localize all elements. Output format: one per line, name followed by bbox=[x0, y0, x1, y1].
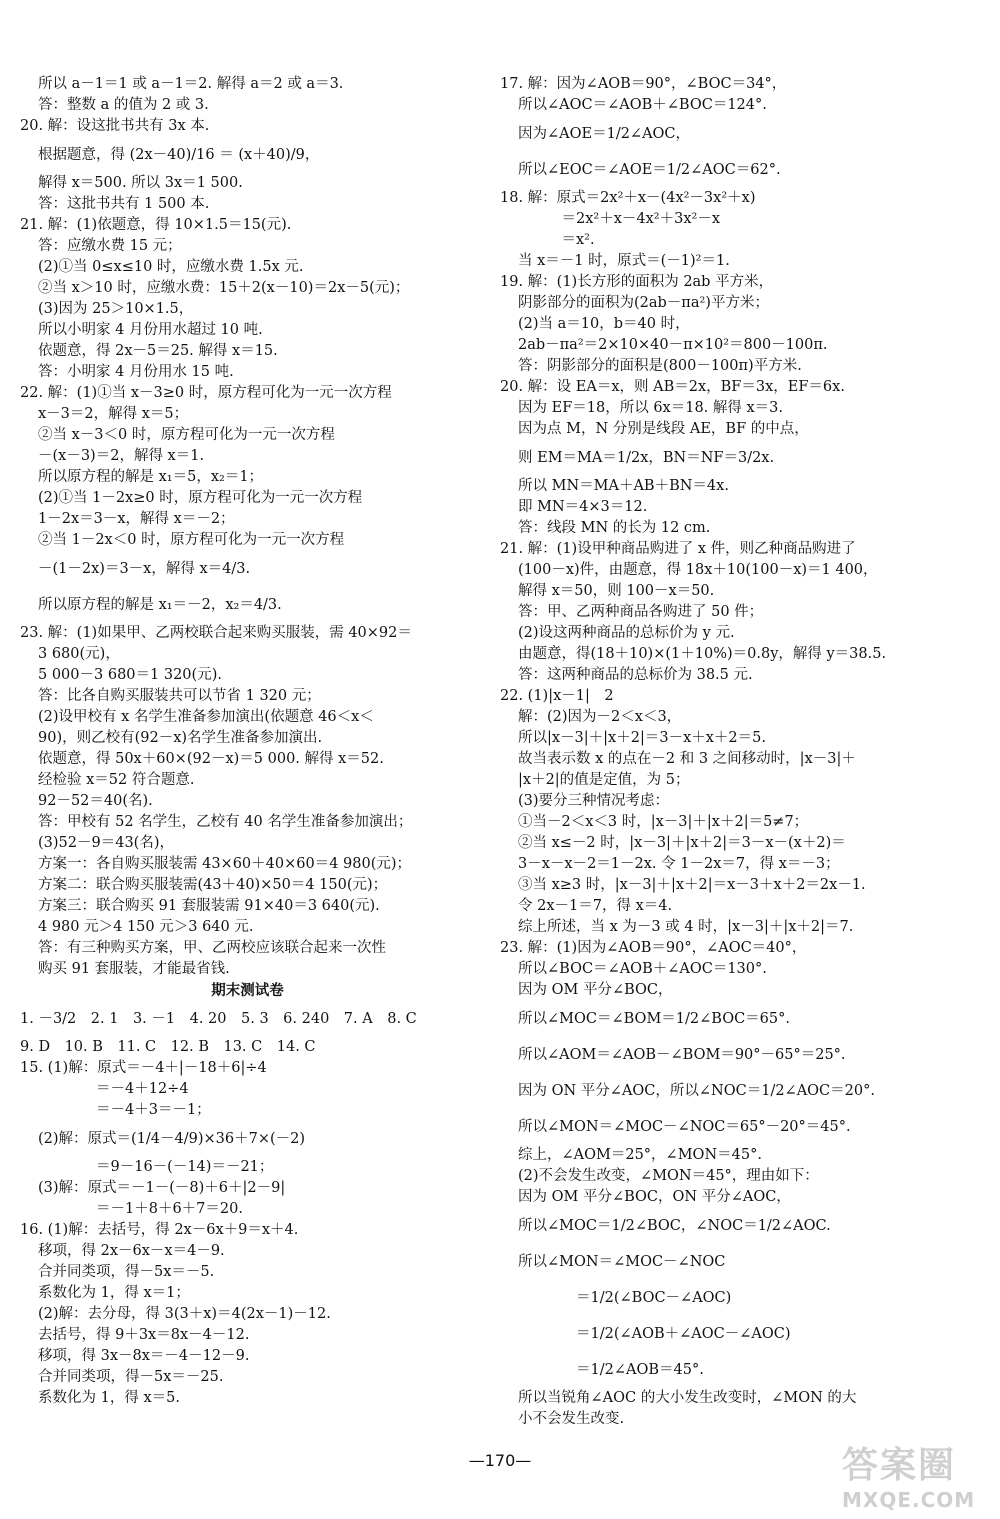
text-line: x－3＝2，解得 x＝5； bbox=[38, 406, 189, 422]
text-line: ＝－4＋3＝－1； bbox=[38, 1102, 211, 1118]
text-line: 综上，∠AOM＝25°，∠MON＝45°. bbox=[518, 1147, 762, 1163]
text-line: (2)解：去分母，得 3(3＋x)＝4(2x－1)－12. bbox=[38, 1306, 331, 1322]
text-line: 21. 解：(1)设甲种商品购进了 x 件，则乙种商品购进了 bbox=[500, 541, 856, 557]
text-line: ②当 x≤－2 时，|x－3|＋|x＋2|＝3－x－(x＋2)＝ bbox=[518, 835, 846, 851]
text-line: (100－x)件，由题意，得 18x＋10(100－x)＝1 400， bbox=[518, 562, 878, 578]
text-line: 16. (1)解：去括号，得 2x－6x＋9＝x＋4. bbox=[20, 1222, 299, 1238]
text-line: 18. 解：原式＝2x²＋x－(4x²－3x²＋x) bbox=[500, 190, 756, 206]
text-line: 综上所述，当 x 为－3 或 4 时，|x－3|＋|x＋2|＝7. bbox=[518, 919, 854, 935]
text-line: ②当 x－3＜0 时，原方程可化为一元一次方程 bbox=[38, 427, 335, 443]
text-line: 依题意，得 50x＋60×(92－x)＝5 000. 解得 x＝52. bbox=[38, 751, 384, 767]
text-line: 移项，得 3x－8x＝－4－12－9. bbox=[38, 1348, 250, 1364]
text-line: 22. (1)|x－1| 2 bbox=[500, 688, 614, 704]
text-line: ＝1/2∠AOB＝45°. bbox=[518, 1362, 704, 1378]
text-line: 因为∠AOE＝1/2∠AOC， bbox=[518, 126, 691, 142]
text-line: 答：这两种商品的总标价为 38.5 元. bbox=[518, 667, 753, 683]
text-line: 因为 OM 平分∠BOC，ON 平分∠AOC， bbox=[518, 1189, 791, 1205]
text-line: 所以原方程的解是 x₁＝－2，x₂＝4/3. bbox=[38, 597, 282, 613]
text-line: 所以∠AOC＝∠AOB＋∠BOC＝124°. bbox=[518, 97, 767, 113]
text-line: 故当表示数 x 的点在－2 和 3 之间移动时，|x－3|＋ bbox=[518, 751, 856, 767]
text-line: 即 MN＝4×3＝12. bbox=[518, 499, 648, 515]
text-line: ＝x². bbox=[518, 232, 595, 248]
text-line: 令 2x－1＝7，得 x＝4. bbox=[518, 898, 673, 914]
text-line: 4 980 元＞4 150 元＞3 640 元. bbox=[38, 919, 254, 935]
text-line: 答：小明家 4 月份用水 15 吨. bbox=[38, 364, 234, 380]
text-line: 因为 OM 平分∠BOC， bbox=[518, 982, 673, 998]
text-line: 20. 解：设 EA＝x，则 AB＝2x，BF＝3x，EF＝6x. bbox=[500, 379, 845, 395]
text-line: 由题意，得(18＋10)×(1＋10%)＝0.8y，解得 y＝38.5. bbox=[518, 646, 887, 662]
text-line: ②当 1－2x＜0 时，原方程可化为一元一次方程 bbox=[38, 532, 345, 548]
text-line: 根据题意，得 (2x－40)/16 ＝ (x＋40)/9， bbox=[38, 147, 320, 163]
text-line: 则 EM＝MA＝1/2x，BN＝NF＝3/2x. bbox=[518, 450, 775, 466]
text-line: ③当 x≥3 时，|x－3|＋|x＋2|＝x－3＋x＋2＝2x－1. bbox=[518, 877, 866, 893]
watermark-logo bbox=[842, 1437, 982, 1512]
text-line: 90)，则乙校有(92－x)名学生准备参加演出. bbox=[38, 730, 323, 746]
text-line: 所以∠MON＝∠MOC－∠NOC bbox=[518, 1254, 726, 1270]
watermark-bottom-text: MXQE.COM bbox=[842, 1488, 976, 1512]
text-line: 方案二：联合购买服装需(43＋40)×50＝4 150(元)； bbox=[38, 877, 388, 893]
text-line: |x＋2|的值是定值，为 5； bbox=[518, 772, 690, 788]
right-column bbox=[500, 74, 965, 1430]
text-line: ＝2x²＋x－4x²＋3x²－x bbox=[518, 211, 721, 227]
text-line: 当 x＝－1 时，原式＝(－1)²＝1. bbox=[518, 253, 730, 269]
text-line: 92－52＝40(名). bbox=[38, 793, 153, 809]
text-line: 答：整数 a 的值为 2 或 3. bbox=[38, 97, 209, 113]
text-line: 所以∠EOC＝∠AOE＝1/2∠AOC＝62°. bbox=[518, 162, 781, 178]
text-line: (3)52－9＝43(名)， bbox=[38, 835, 174, 851]
text-line: 所以 MN＝MA＋AB＋BN＝4x. bbox=[518, 478, 729, 494]
text-line: 阴影部分的面积为(2ab－πa²)平方米； bbox=[518, 295, 769, 311]
text-line: ＝9－16－(－14)＝－21； bbox=[38, 1159, 274, 1175]
text-line: 经检验 x＝52 符合题意. bbox=[38, 772, 195, 788]
text-line: 小不会发生改变. bbox=[518, 1411, 625, 1427]
text-line: 所以 a－1＝1 或 a－1＝2. 解得 a＝2 或 a＝3. bbox=[38, 76, 344, 92]
text-line: ＝1/2(∠AOB＋∠AOC－∠AOC) bbox=[518, 1326, 791, 1342]
text-line: 所以当锐角∠AOC 的大小发生改变时，∠MON 的大 bbox=[518, 1390, 857, 1406]
text-line: 移项，得 2x－6x－x＝4－9. bbox=[38, 1243, 225, 1259]
text-line: 19. 解：(1)长方形的面积为 2ab 平方米， bbox=[500, 274, 774, 290]
text-line: (2)设这两种商品的总标价为 y 元. bbox=[518, 625, 735, 641]
text-line: 17. 解：因为∠AOB＝90°，∠BOC＝34°， bbox=[500, 76, 787, 92]
text-line: 答：甲校有 52 名学生，乙校有 40 名学生准备参加演出； bbox=[38, 814, 413, 830]
text-line: (2)当 a＝10，b＝40 时， bbox=[518, 316, 690, 332]
text-line: (2)设甲校有 x 名学生准备参加演出(依题意 46＜x＜ bbox=[38, 709, 374, 725]
text-line: 因为点 M，N 分别是线段 AE，BF 的中点， bbox=[518, 421, 809, 437]
text-line: 1. －3/2 2. 1 3. －1 4. 20 5. 3 6. 240 7. A 8. C bbox=[20, 1011, 417, 1027]
text-line: 答：比各自购买服装共可以节省 1 320 元； bbox=[38, 688, 321, 704]
page-number: —170— bbox=[468, 1451, 532, 1470]
text-line: 答：有三种购买方案，甲、乙两校应该联合起来一次性 bbox=[38, 940, 386, 956]
text-line: 所以原方程的解是 x₁＝5，x₂＝1； bbox=[38, 469, 264, 485]
text-line: 9. D 10. B 11. C 12. B 13. C 14. C bbox=[20, 1039, 316, 1055]
text-line: ①当－2＜x＜3 时，|x－3|＋|x＋2|＝5≠7； bbox=[518, 814, 809, 830]
text-line: 解得 x＝500. 所以 3x＝1 500. bbox=[38, 175, 243, 191]
text-line: 答：这批书共有 1 500 本. bbox=[38, 196, 210, 212]
text-line: 答：线段 MN 的长为 12 cm. bbox=[518, 520, 711, 536]
text-line: 系数化为 1，得 x＝1； bbox=[38, 1285, 190, 1301]
text-line: －(x－3)＝2，解得 x＝1. bbox=[38, 448, 205, 464]
text-line: ②当 x＞10 时，应缴水费：15＋2(x－10)＝2x－5(元)； bbox=[38, 280, 410, 296]
text-line: 方案三：联合购买 91 套服装需 91×40＝3 640(元). bbox=[38, 898, 380, 914]
text-line: 合并同类项，得－5x＝－25. bbox=[38, 1369, 224, 1385]
text-line: 因为 EF＝18，所以 6x＝18. 解得 x＝3. bbox=[518, 400, 784, 416]
text-line: 解：(2)因为－2＜x＜3， bbox=[518, 709, 682, 725]
text-line: 3－x－x－2＝1－2x. 令 1－2x＝7，得 x＝－3； bbox=[518, 856, 840, 872]
text-line: 所以∠MOC＝1/2∠BOC，∠NOC＝1/2∠AOC. bbox=[518, 1218, 831, 1234]
text-line: 5 000－3 680＝1 320(元). bbox=[38, 667, 222, 683]
watermark-top-text: 答案圈 bbox=[842, 1445, 957, 1486]
text-line: 所以|x－3|＋|x＋2|＝3－x＋x＋2＝5. bbox=[518, 730, 766, 746]
text-line: 23. 解：(1)如果甲、乙两校联合起来购买服装，需 40×92＝ bbox=[20, 625, 412, 641]
text-line: 所以∠AOM＝∠AOB－∠BOM＝90°－65°＝25°. bbox=[518, 1047, 846, 1063]
text-line: 系数化为 1，得 x＝5. bbox=[38, 1390, 180, 1406]
text-line: ＝－1＋8＋6＋7＝20. bbox=[38, 1201, 243, 1217]
text-line: 22. 解：(1)①当 x－3≥0 时，原方程可化为一元一次方程 bbox=[20, 385, 392, 401]
text-line: (2)解：原式＝(1/4－4/9)×36＋7×(－2) bbox=[38, 1131, 306, 1147]
text-line: 因为 ON 平分∠AOC，所以∠NOC＝1/2∠AOC＝20°. bbox=[518, 1083, 875, 1099]
section-heading: 期末测试卷 bbox=[211, 982, 284, 999]
text-line: 15. (1)解：原式＝－4＋|－18＋6|÷4 bbox=[20, 1060, 267, 1076]
text-line: 答：甲、乙两种商品各购进了 50 件； bbox=[518, 604, 764, 620]
text-line: 方案一：各自购买服装需 43×60＋40×60＝4 980(元)； bbox=[38, 856, 412, 872]
text-line: 23. 解：(1)因为∠AOB＝90°，∠AOC＝40°， bbox=[500, 940, 807, 956]
text-line: 3 680(元)， bbox=[38, 646, 120, 662]
text-line: (3)要分三种情况考虑： bbox=[518, 793, 670, 809]
text-line: (2)不会发生改变，∠MON＝45°，理由如下： bbox=[518, 1168, 819, 1184]
text-line: (2)①当 0≤x≤10 时，应缴水费 1.5x 元. bbox=[38, 259, 304, 275]
text-line: 1－2x＝3－x，解得 x＝－2； bbox=[38, 511, 235, 527]
text-line: 依题意，得 2x－5＝25. 解得 x＝15. bbox=[38, 343, 278, 359]
text-line: (2)①当 1－2x≥0 时，原方程可化为一元一次方程 bbox=[38, 490, 363, 506]
text-line: ＝－4＋12÷4 bbox=[38, 1081, 189, 1097]
left-column bbox=[20, 74, 475, 1409]
text-line: 所以∠MOC＝∠BOM＝1/2∠BOC＝65°. bbox=[518, 1011, 790, 1027]
text-line: －(1－2x)＝3－x，解得 x＝4/3. bbox=[38, 561, 251, 577]
text-line: 2ab－πa²＝2×10×40－π×10²＝800－100π. bbox=[518, 337, 828, 353]
text-line: 所以∠BOC＝∠AOB＋∠AOC＝130°. bbox=[518, 961, 767, 977]
text-line: 购买 91 套服装，才能最省钱. bbox=[38, 961, 230, 977]
text-line: (3)解：原式＝－1－(－8)＋6＋|2－9| bbox=[38, 1180, 286, 1196]
text-line: 所以∠MON＝∠MOC－∠NOC＝65°－20°＝45°. bbox=[518, 1119, 851, 1135]
text-line: 所以小明家 4 月份用水超过 10 吨. bbox=[38, 322, 263, 338]
text-line: 去括号，得 9＋3x＝8x－4－12. bbox=[38, 1327, 250, 1343]
text-line: 21. 解：(1)依题意，得 10×1.5＝15(元). bbox=[20, 217, 292, 233]
text-line: 答：阴影部分的面积是(800－100π)平方米. bbox=[518, 358, 802, 374]
text-line: 20. 解：设这批书共有 3x 本. bbox=[20, 118, 210, 134]
text-line: 解得 x＝50，则 100－x＝50. bbox=[518, 583, 715, 599]
text-line: ＝1/2(∠BOC－∠AOC) bbox=[518, 1290, 732, 1306]
text-line: (3)因为 25＞10×1.5， bbox=[38, 301, 194, 317]
text-line: 合并同类项，得－5x＝－5. bbox=[38, 1264, 215, 1280]
text-line: 答：应缴水费 15 元； bbox=[38, 238, 182, 254]
